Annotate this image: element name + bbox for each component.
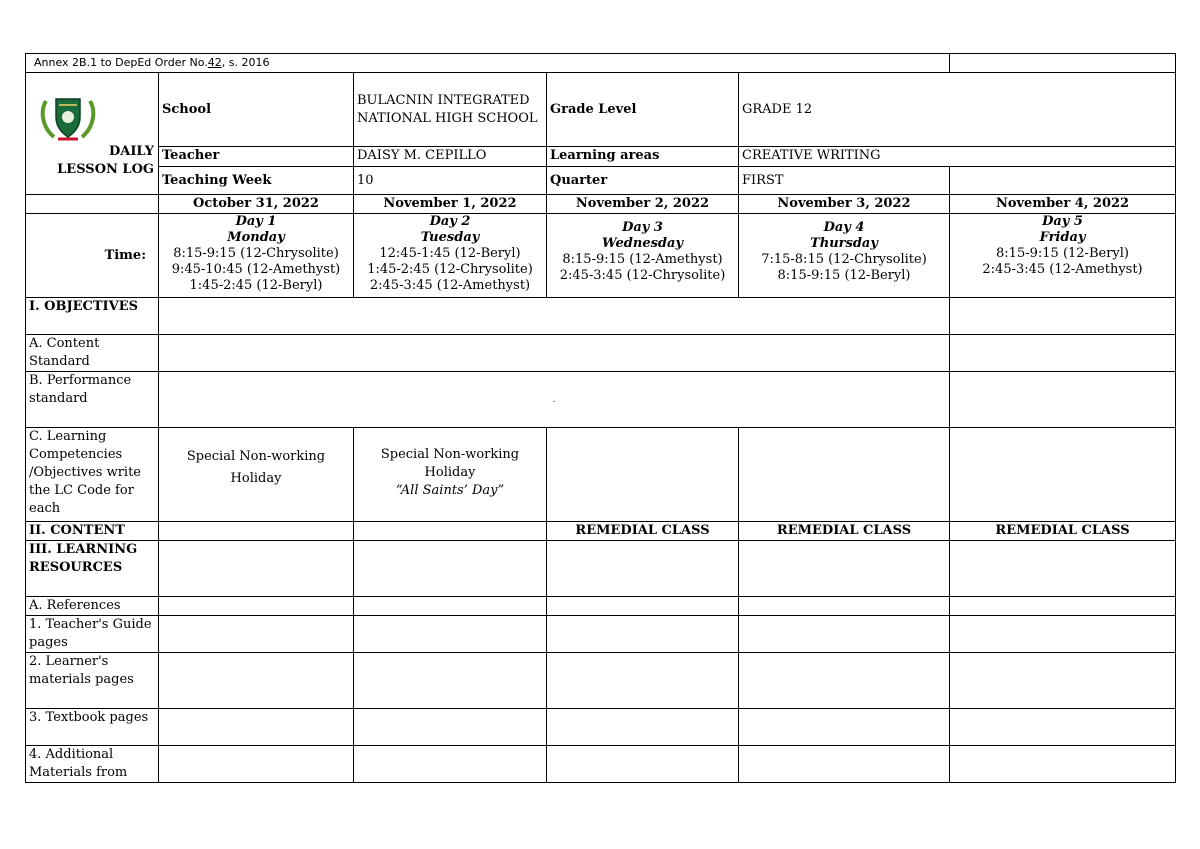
additional-materials-label: 4. Additional Materials from [26, 746, 159, 783]
performance-standard-cell: . [159, 372, 950, 428]
references-label: A. References [26, 597, 159, 616]
remedial-day4: REMEDIAL CLASS [739, 522, 950, 541]
date-day5: November 4, 2022 [950, 195, 1176, 214]
daily-lesson-log-title: DAILY LESSON LOG [57, 144, 154, 177]
teaching-week-label: Teaching Week [159, 167, 354, 195]
references-day5 [950, 597, 1176, 616]
date-day2: November 1, 2022 [354, 195, 547, 214]
day5-schedule: Day 5 Friday 8:15-9:15 (12-Beryl) 2:45-3:45 (12-Amethyst) [950, 214, 1176, 298]
date-day1: October 31, 2022 [159, 195, 354, 214]
quarter-label: Quarter [547, 167, 739, 195]
lm-day5 [950, 653, 1176, 709]
lm-day1 [159, 653, 354, 709]
logo-cell [26, 73, 159, 195]
learners-materials-label: 2. Learner's materials pages [26, 653, 159, 709]
teachers-guide-label: 1. Teacher's Guide pages [26, 616, 159, 653]
date-day3: November 2, 2022 [547, 195, 739, 214]
remedial-day5: REMEDIAL CLASS [950, 522, 1176, 541]
tb-day2 [354, 709, 547, 746]
content-standard-label: A. Content Standard [26, 335, 159, 372]
teaching-week-value: 10 [354, 167, 547, 195]
school-label: School [159, 73, 354, 147]
tb-day4 [739, 709, 950, 746]
objectives-label: I. OBJECTIVES [26, 298, 159, 335]
daily-lesson-log-table [25, 53, 1176, 783]
teacher-value: DAISY M. CEPILLO [354, 147, 547, 167]
references-day2 [354, 597, 547, 616]
day5-competencies [950, 428, 1176, 522]
quarter-value: FIRST [739, 167, 950, 195]
resources-day4 [739, 541, 950, 597]
am-day5 [950, 746, 1176, 783]
performance-standard-cell-friday [950, 372, 1176, 428]
am-day1 [159, 746, 354, 783]
day2-schedule: Day 2 Tuesday 12:45-1:45 (12-Beryl) 1:45-2:45 (12-Chrysolite) 2:45-3:45 (12-Amethyst) [354, 214, 547, 298]
tb-day3 [547, 709, 739, 746]
remedial-day3: REMEDIAL CLASS [547, 522, 739, 541]
day3-competencies [547, 428, 739, 522]
date-day4: November 3, 2022 [739, 195, 950, 214]
resources-day3 [547, 541, 739, 597]
learning-areas-label: Learning areas [547, 147, 739, 167]
school-value: BULACNIN INTEGRATED NATIONAL HIGH SCHOOL [354, 73, 547, 147]
learning-areas-value: CREATIVE WRITING [739, 147, 1176, 167]
content-day2 [354, 522, 547, 541]
teacher-label: Teacher [159, 147, 354, 167]
tg-day2 [354, 616, 547, 653]
quarter-blank [950, 167, 1176, 195]
am-day3 [547, 746, 739, 783]
resources-day5 [950, 541, 1176, 597]
am-day2 [354, 746, 547, 783]
content-standard-cell [159, 335, 950, 372]
objectives-cell [159, 298, 950, 335]
grade-level-label: Grade Level [547, 73, 739, 147]
annex-blank [950, 54, 1176, 73]
tg-day5 [950, 616, 1176, 653]
lm-day2 [354, 653, 547, 709]
performance-standard-label: B. Performance standard [26, 372, 159, 428]
day1-schedule: Day 1 Monday 8:15-9:15 (12-Chrysolite) 9:45-10:45 (12-Amethyst) 1:45-2:45 (12-Beryl) [159, 214, 354, 298]
annex-header: Annex 2B.1 to DepEd Order No.42, s. 2016 [26, 54, 950, 73]
tb-day1 [159, 709, 354, 746]
references-day4 [739, 597, 950, 616]
day2-holiday: Special Non-working Holiday “All Saints’ Day” [354, 428, 547, 522]
references-day1 [159, 597, 354, 616]
grade-level-value: GRADE 12 [739, 73, 1176, 147]
textbook-label: 3. Textbook pages [26, 709, 159, 746]
time-label: Time: [26, 214, 159, 298]
content-standard-cell-friday [950, 335, 1176, 372]
tg-day4 [739, 616, 950, 653]
day4-competencies [739, 428, 950, 522]
tg-day1 [159, 616, 354, 653]
resources-day1 [159, 541, 354, 597]
am-day4 [739, 746, 950, 783]
day1-holiday: Special Non-working Holiday [159, 428, 354, 522]
school-seal-icon [36, 95, 100, 143]
lm-day3 [547, 653, 739, 709]
references-day3 [547, 597, 739, 616]
day3-schedule: Day 3 Wednesday 8:15-9:15 (12-Amethyst) 2:45-3:45 (12-Chrysolite) [547, 214, 739, 298]
content-label: II. CONTENT [26, 522, 159, 541]
content-day1 [159, 522, 354, 541]
date-blank [26, 195, 159, 214]
tb-day5 [950, 709, 1176, 746]
resources-day2 [354, 541, 547, 597]
lm-day4 [739, 653, 950, 709]
day4-schedule: Day 4 Thursday 7:15-8:15 (12-Chrysolite) 8:15-9:15 (12-Beryl) [739, 214, 950, 298]
learning-resources-label: III. LEARNING RESOURCES [26, 541, 159, 597]
learning-competencies-label: C. Learning Competencies /Objectives write the LC Code for each [26, 428, 159, 522]
objectives-cell-friday [950, 298, 1176, 335]
tg-day3 [547, 616, 739, 653]
